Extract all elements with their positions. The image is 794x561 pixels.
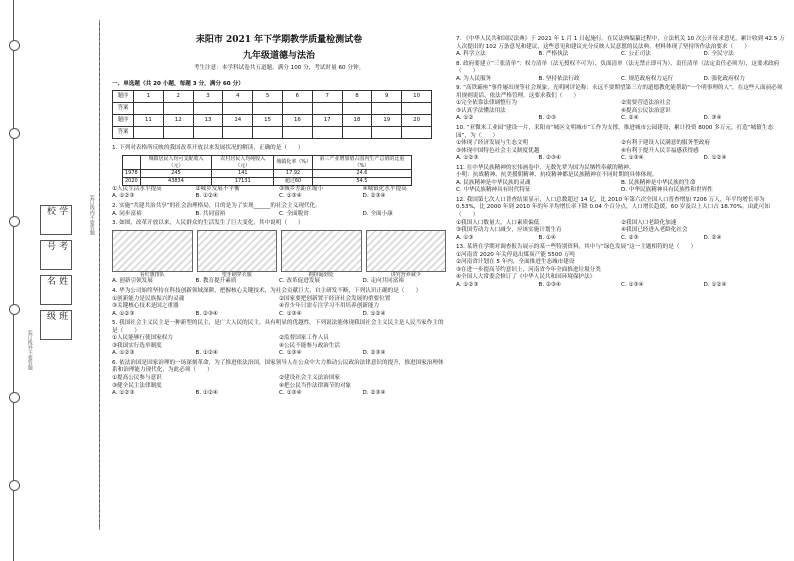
question-stem: 2. 实施“共建共治共享”的社会治理格局，目的是为了实现______的社会主义现代化。: [112, 203, 321, 210]
answer-cell[interactable]: [402, 127, 432, 139]
answer-choice[interactable]: D. ①②④: [362, 310, 386, 317]
binding-hole: [9, 216, 20, 227]
answer-choice[interactable]: B. ①②④: [195, 390, 218, 397]
answer-choice[interactable]: A. 创新引领发展: [112, 278, 153, 285]
picture-caption: 讲究营养减少: [390, 271, 421, 278]
answer-choice[interactable]: A. 民族精神是中华民族的灵魂: [456, 179, 531, 186]
answer-choice[interactable]: D. 走向共同富裕: [362, 278, 404, 285]
table-header: 城镇居民人均可支配收入（元）: [140, 155, 211, 170]
table-cell: 17131: [212, 178, 274, 186]
answer-choice[interactable]: A. ①②③: [112, 390, 135, 397]
right-column: [456, 34, 786, 290]
table-cell: 245: [140, 170, 211, 178]
answer-choice[interactable]: C. 全面脱贫: [279, 210, 309, 217]
option: ④有利于提升人民幸福感获得感: [621, 147, 699, 154]
grid-num: 18: [342, 115, 372, 127]
option: ①体现了经济发展与生态文明: [456, 140, 529, 147]
class-field[interactable]: 班级: [40, 310, 72, 340]
grid-num: 7: [312, 91, 342, 103]
grid-num: 20: [402, 115, 432, 127]
answer-grid: [112, 90, 432, 139]
binding-hole: [9, 304, 20, 315]
answer-choices: [456, 51, 786, 59]
option: ②河南省计划在 5 年内，全面推进生态城市建设: [456, 259, 575, 266]
answer-choice[interactable]: C. ①③④: [621, 281, 644, 288]
answer-choice[interactable]: D. ①②④: [703, 281, 727, 288]
question-1: [112, 145, 446, 201]
answer-choices: [456, 235, 786, 243]
grid-num: 9: [372, 91, 402, 103]
answer-choices: [112, 311, 446, 319]
option: ①提高公民参与意识: [112, 374, 162, 381]
answer-choice[interactable]: D. ②③④: [362, 193, 386, 200]
option: ③关键核心技术是国之重器: [112, 303, 179, 310]
answer-cell[interactable]: [223, 103, 253, 115]
option: ③认真学法懂法用法: [456, 107, 506, 114]
binding-strip: [0, 0, 112, 561]
option-list: [456, 140, 786, 155]
answer-choice[interactable]: A. ①③: [456, 234, 474, 241]
option: ①完全依靠法律调整行为: [456, 100, 517, 107]
option: ④把公民当作法律调节的对象: [279, 382, 352, 389]
answer-choice[interactable]: A. ①②③: [112, 193, 135, 200]
answer-choice[interactable]: C. ②③: [621, 234, 639, 241]
question-stem: 8. 政府要建立“三张清单”：权力清单（法无授权不可为）、负面清单（法无禁止即可为）、责任清单（法定责任必须为），这要求政府（ ）: [456, 60, 780, 75]
answer-cell[interactable]: [193, 103, 223, 115]
question-stem: 7. 《中华人民共和国民法典》于 2021 年 1 月 1 日起施行。在民法典编纂过程中，立法机关 10 次公开征求意见，累计收到 42.5 万人次提出的 102 万条意见和建议，这些意见和建议充分反映人民意愿的民法典。材料体现了坚持所作法治要求（ ）: [456, 36, 785, 50]
answer-choice[interactable]: B. 教育提升素质: [195, 278, 237, 285]
question-stem: 10. “亚微米工业园”建设一片，耒阳市“城区文明城市”工作为支撑，推进城市公园建设，累计投资 8000 多万元，打造“城镇生态园”，为（ ）: [456, 125, 774, 139]
answer-choice[interactable]: B. 民族精神是中华民族的生命: [621, 179, 696, 186]
option: ③城乡差距在缩小: [279, 185, 324, 192]
answer-cell[interactable]: [372, 103, 402, 115]
option: ④我国已经进入老龄化社会: [621, 227, 688, 234]
option-list: [456, 220, 786, 235]
answer-choices: [112, 193, 446, 201]
exam-subject: 九年级道德与法治: [242, 51, 315, 62]
grid-num: 6: [282, 91, 312, 103]
answer-choices: [112, 350, 446, 358]
picture-caption: 望牙刷穿衣服: [221, 271, 252, 278]
answer-choices: [456, 115, 786, 123]
binding-line: [13, 0, 14, 561]
answer-choice[interactable]: D. 强化政府权力: [703, 75, 745, 82]
answer-choices: [456, 155, 786, 163]
option: ④公民不能参与政治生活: [279, 342, 340, 349]
grid-num: 17: [312, 115, 342, 127]
table-cell: 1978: [123, 170, 141, 178]
picture-caption: 拥挤遍到处: [308, 271, 334, 278]
grid-num: 8: [342, 91, 372, 103]
question-stem: 3. 如图，改革开放以来，人民群众的生活发生了巨大变化，其中说明（ ）: [112, 220, 304, 227]
table-cell: 超过60: [274, 178, 312, 186]
illustration-image: [112, 230, 193, 272]
table-header: 农村居民人均纯收入（元）: [212, 155, 274, 170]
answer-choice[interactable]: B. ②③: [538, 115, 556, 122]
option: ②需要营造法治社会: [621, 100, 671, 107]
grid-label: 答案: [113, 127, 134, 139]
school-field[interactable]: 学校: [40, 205, 72, 235]
answer-cell[interactable]: [282, 127, 312, 139]
question-3: [112, 220, 446, 286]
left-column: [112, 34, 446, 398]
option: ③我国劳动力人口减少，应该实施计划生育: [456, 227, 562, 234]
illustration-image: [366, 230, 447, 272]
question-6: [112, 360, 446, 398]
answer-cell[interactable]: [134, 103, 164, 115]
grid-num: 14: [223, 115, 253, 127]
binding-hole: [9, 392, 20, 403]
option: ④青少年只需专注学习不用培养创新能力: [279, 303, 380, 310]
answer-choice[interactable]: A. 为人民服务: [456, 75, 492, 82]
option: ①人民能够行使国家权力: [112, 335, 173, 342]
question-stem: 5. 我国社会主义民主是一种新型的民主，是广大人民的民主，具有明显的优越性。下列说法能体现我国社会主义民主是人民当家作主的是（ ）: [112, 320, 444, 334]
table-cell: 24.6: [312, 170, 411, 178]
grid-num: 5: [253, 91, 283, 103]
seal-warning-outer: 装订线外不要答题: [26, 330, 33, 370]
table-cell: 2020: [123, 178, 141, 186]
answer-cell[interactable]: [312, 127, 342, 139]
answer-choice[interactable]: D. 全面小康: [362, 210, 393, 217]
answer-choice[interactable]: B. ①④: [538, 234, 556, 241]
option: ②我国人口老龄化加速: [621, 219, 677, 226]
question-stem: 12. 我国第七次人口普查结果显示，人口总数超过 14 亿，比 2010 年第六次全国人口普查增加 7206 万人，年平均增长率为 0.53%，比 2000 年到 2010 年的年平均增长率下降 0.04 个百分点，人口增长趋缓，60 岁及以上人口占 18.70%。由此可知（ ）: [456, 196, 770, 219]
seal-line: [99, 20, 100, 530]
answer-choice[interactable]: B. ②③④: [538, 155, 561, 162]
section-heading: 一、单选题（共 20 小题，每题 3 分，满分 60 分）: [112, 80, 244, 87]
question-9: [456, 85, 786, 123]
exam-title: 耒阳市 2021 年下学期教学质量检测试卷: [195, 35, 363, 45]
option: ②监督国家工作人员: [279, 335, 329, 342]
answer-choice[interactable]: A. 同步富裕: [112, 210, 142, 217]
answer-choice[interactable]: A. ①②③: [456, 155, 479, 162]
question-13: [456, 244, 786, 289]
question-stem: 9. “高铁霸座”事件屡出现等社会现象，光明网评论称：永远不要期望第三方的道德教化能帮助“一个明事理的人”，在这些人面前必须用规则说话、依法严格管理。这要求我们（ ）: [456, 85, 783, 99]
question-stem: 11. 在中华民族精神的宏伟画卷中，无数先辈为国为民牺牲奉献的精神。: [456, 164, 635, 171]
grid-label: 题序: [113, 91, 134, 103]
answer-choice[interactable]: D. ③④: [703, 115, 722, 122]
option: ②城乡发展不平衡: [195, 185, 240, 192]
grid-num: 1: [134, 91, 164, 103]
answer-choice[interactable]: C. ②④: [621, 115, 639, 122]
question-11: [456, 165, 786, 195]
table-header: 第三产业增加值占国内生产总值的比重（%）: [312, 155, 411, 170]
answer-cell[interactable]: [193, 127, 223, 139]
grid-num: 15: [253, 115, 283, 127]
option: ①河南省 2020 年关停退出煤炭产能 5500 万吨: [456, 251, 575, 258]
question-2: [112, 203, 446, 218]
answer-choice[interactable]: B. 共同富裕: [195, 210, 226, 217]
answer-choice[interactable]: D. ①②④: [703, 155, 727, 162]
option: ①人民生活水平提高: [112, 185, 162, 192]
answer-choices: [112, 278, 446, 286]
question-stem: 6. 依法治国是国家治理的一场深刻革命，为了推进依法治国，国家领导人在公众中大力推动公民政治法律意识的提升，推进国家治理体系和治理能力现代化，为此必须（ ）: [112, 359, 444, 374]
answer-cell[interactable]: [342, 127, 372, 139]
answer-cell[interactable]: [342, 103, 372, 115]
answer-choice[interactable]: B. ①②④: [195, 193, 218, 200]
binding-hole: [9, 128, 20, 139]
grid-num: 16: [282, 115, 312, 127]
option: ①创新能力是民族振兴的灵魂: [112, 295, 185, 302]
grid-num: 3: [193, 91, 223, 103]
answer-cell[interactable]: [134, 127, 164, 139]
option: ④城镇化水平提高: [362, 185, 407, 192]
option: ②有利于建设人民满意的服务型政府: [621, 140, 710, 147]
answer-choice[interactable]: D. ②③④: [362, 350, 386, 357]
option-list: [456, 100, 786, 115]
option: ③我国实行选举制度: [112, 342, 162, 349]
picture-caption: 看红旗排队: [139, 271, 165, 278]
answer-choice[interactable]: B. 严格执法: [538, 51, 569, 58]
answer-choices: [112, 390, 446, 398]
question-8: [456, 61, 786, 84]
question-5: [112, 320, 446, 358]
grid-num: 11: [134, 115, 164, 127]
answer-choice[interactable]: A. ①②③: [456, 281, 479, 288]
option: ④全国人大常委会修订了《中华人民共和国环境保护法》: [456, 274, 596, 281]
table-cell: 141: [212, 170, 274, 178]
grid-num: 2: [163, 91, 193, 103]
question-sub-text: 小明：抗战精神、抗美援朝精神、抗疫精神都是民族精神在不同时期的具体体现。: [456, 172, 658, 179]
answer-cell[interactable]: [282, 103, 312, 115]
illustration-image: [281, 230, 362, 272]
answer-choice[interactable]: C. ①③④: [279, 390, 302, 397]
answer-choice[interactable]: A. ①②③: [112, 350, 135, 357]
table-cell: 17.92: [274, 170, 312, 178]
option-list: [112, 296, 446, 311]
answer-choice[interactable]: D. 中华民族精神具有民族性和世界性: [621, 187, 713, 194]
exam-number-field[interactable]: 考号: [40, 240, 72, 270]
answer-choices: [112, 211, 446, 219]
option: ①我国人口数量大，人口素质偏低: [456, 219, 540, 226]
answer-choice[interactable]: C. 规范政府权力运行: [621, 75, 674, 82]
answer-choice[interactable]: D. ②④: [703, 234, 722, 241]
answer-cell[interactable]: [163, 127, 193, 139]
option: ③体现中国特色社会主义制度优越: [456, 147, 540, 154]
data-table: [122, 155, 412, 186]
picture-strip: [112, 230, 446, 272]
grid-label: 题序: [113, 115, 134, 127]
seal-warning-inner: 装订线内不要答题: [88, 195, 95, 235]
grid-num: 12: [163, 115, 193, 127]
grid-num: 10: [402, 91, 432, 103]
option-list: [112, 375, 446, 390]
table-header: [123, 155, 141, 170]
binding-hole: [9, 40, 20, 51]
answer-choice[interactable]: B. ①②④: [195, 350, 218, 357]
answer-choice[interactable]: C. 中华民族精神具有时代特征: [456, 187, 531, 194]
answer-choice[interactable]: A. ①②: [456, 115, 474, 122]
answer-choice[interactable]: A. 科学立法: [456, 51, 486, 58]
table-header: 城镇化率（%）: [274, 155, 312, 170]
answer-choices: [456, 180, 786, 195]
answer-choice[interactable]: C. ①③④: [621, 155, 644, 162]
exam-note: 考生注意：本学科试卷共五道题，满分 100 分，考试时量 60 分钟。: [193, 65, 365, 72]
question-stem: 13. 某班在学期对调查报告展示的某一些特别资料，其中与“绿色发展”这一主题相符的是（ ）: [456, 244, 697, 251]
grid-num: 4: [223, 91, 253, 103]
answer-cell[interactable]: [163, 103, 193, 115]
grid-label: 答案: [113, 103, 134, 115]
illustration-image: [197, 230, 278, 272]
option: ④提高公民法治意识: [621, 107, 671, 114]
grid-num: 19: [372, 115, 402, 127]
answer-choice[interactable]: B. 坚持依法行政: [538, 75, 580, 82]
answer-cell[interactable]: [372, 127, 402, 139]
answer-choice[interactable]: D. ②③④: [362, 390, 386, 397]
name-field[interactable]: 姓名: [40, 275, 72, 305]
answer-choice[interactable]: C. ①③④: [279, 193, 302, 200]
binding-hole: [9, 480, 20, 491]
answer-choice[interactable]: C. 改革促进发展: [279, 278, 321, 285]
answer-cell[interactable]: [253, 127, 283, 139]
answer-choice[interactable]: B. ②③④: [538, 281, 561, 288]
answer-cell[interactable]: [402, 103, 432, 115]
question-stem: 4. 华为公司始终坚持在科技创新领域深耕，把握核心关键技术，为社会贡献巨大，自主研发不断，下列认识正确的是（ ）: [112, 287, 422, 294]
answer-choice[interactable]: C. 公正司法: [621, 51, 651, 58]
table-cell: 54.5: [312, 178, 411, 186]
answer-choice[interactable]: D. 全民守法: [703, 51, 734, 58]
question-12: [456, 197, 786, 242]
option: ③在进一步提高节约意识上，河南省今年全面推进垃圾分类: [456, 266, 601, 273]
answer-choice[interactable]: C. ①③④: [279, 350, 302, 357]
grid-num: 13: [193, 115, 223, 127]
table-cell: 43834: [140, 178, 211, 186]
question-7: [456, 36, 786, 59]
answer-choices: [456, 76, 786, 84]
option-list: [112, 335, 446, 350]
option: ③健全民主法律制度: [112, 382, 162, 389]
answer-choice[interactable]: B. ②③④: [195, 310, 218, 317]
answer-choices: [456, 282, 786, 290]
answer-choice[interactable]: A. ①②③: [112, 310, 135, 317]
option: ②国家要把创新置于经济社会发展的重要位置: [279, 295, 391, 302]
answer-cell[interactable]: [223, 127, 253, 139]
option: ②建设社会主义法治国家: [279, 374, 340, 381]
question-stem: 1. 下列对表格所反映的我国改革开放以来发展状况的解读，正确的是（ ）: [112, 145, 304, 152]
answer-cell[interactable]: [253, 103, 283, 115]
question-4: [112, 288, 446, 318]
answer-choice[interactable]: C. ①③④: [279, 310, 302, 317]
question-10: [456, 125, 786, 163]
answer-cell[interactable]: [312, 103, 342, 115]
